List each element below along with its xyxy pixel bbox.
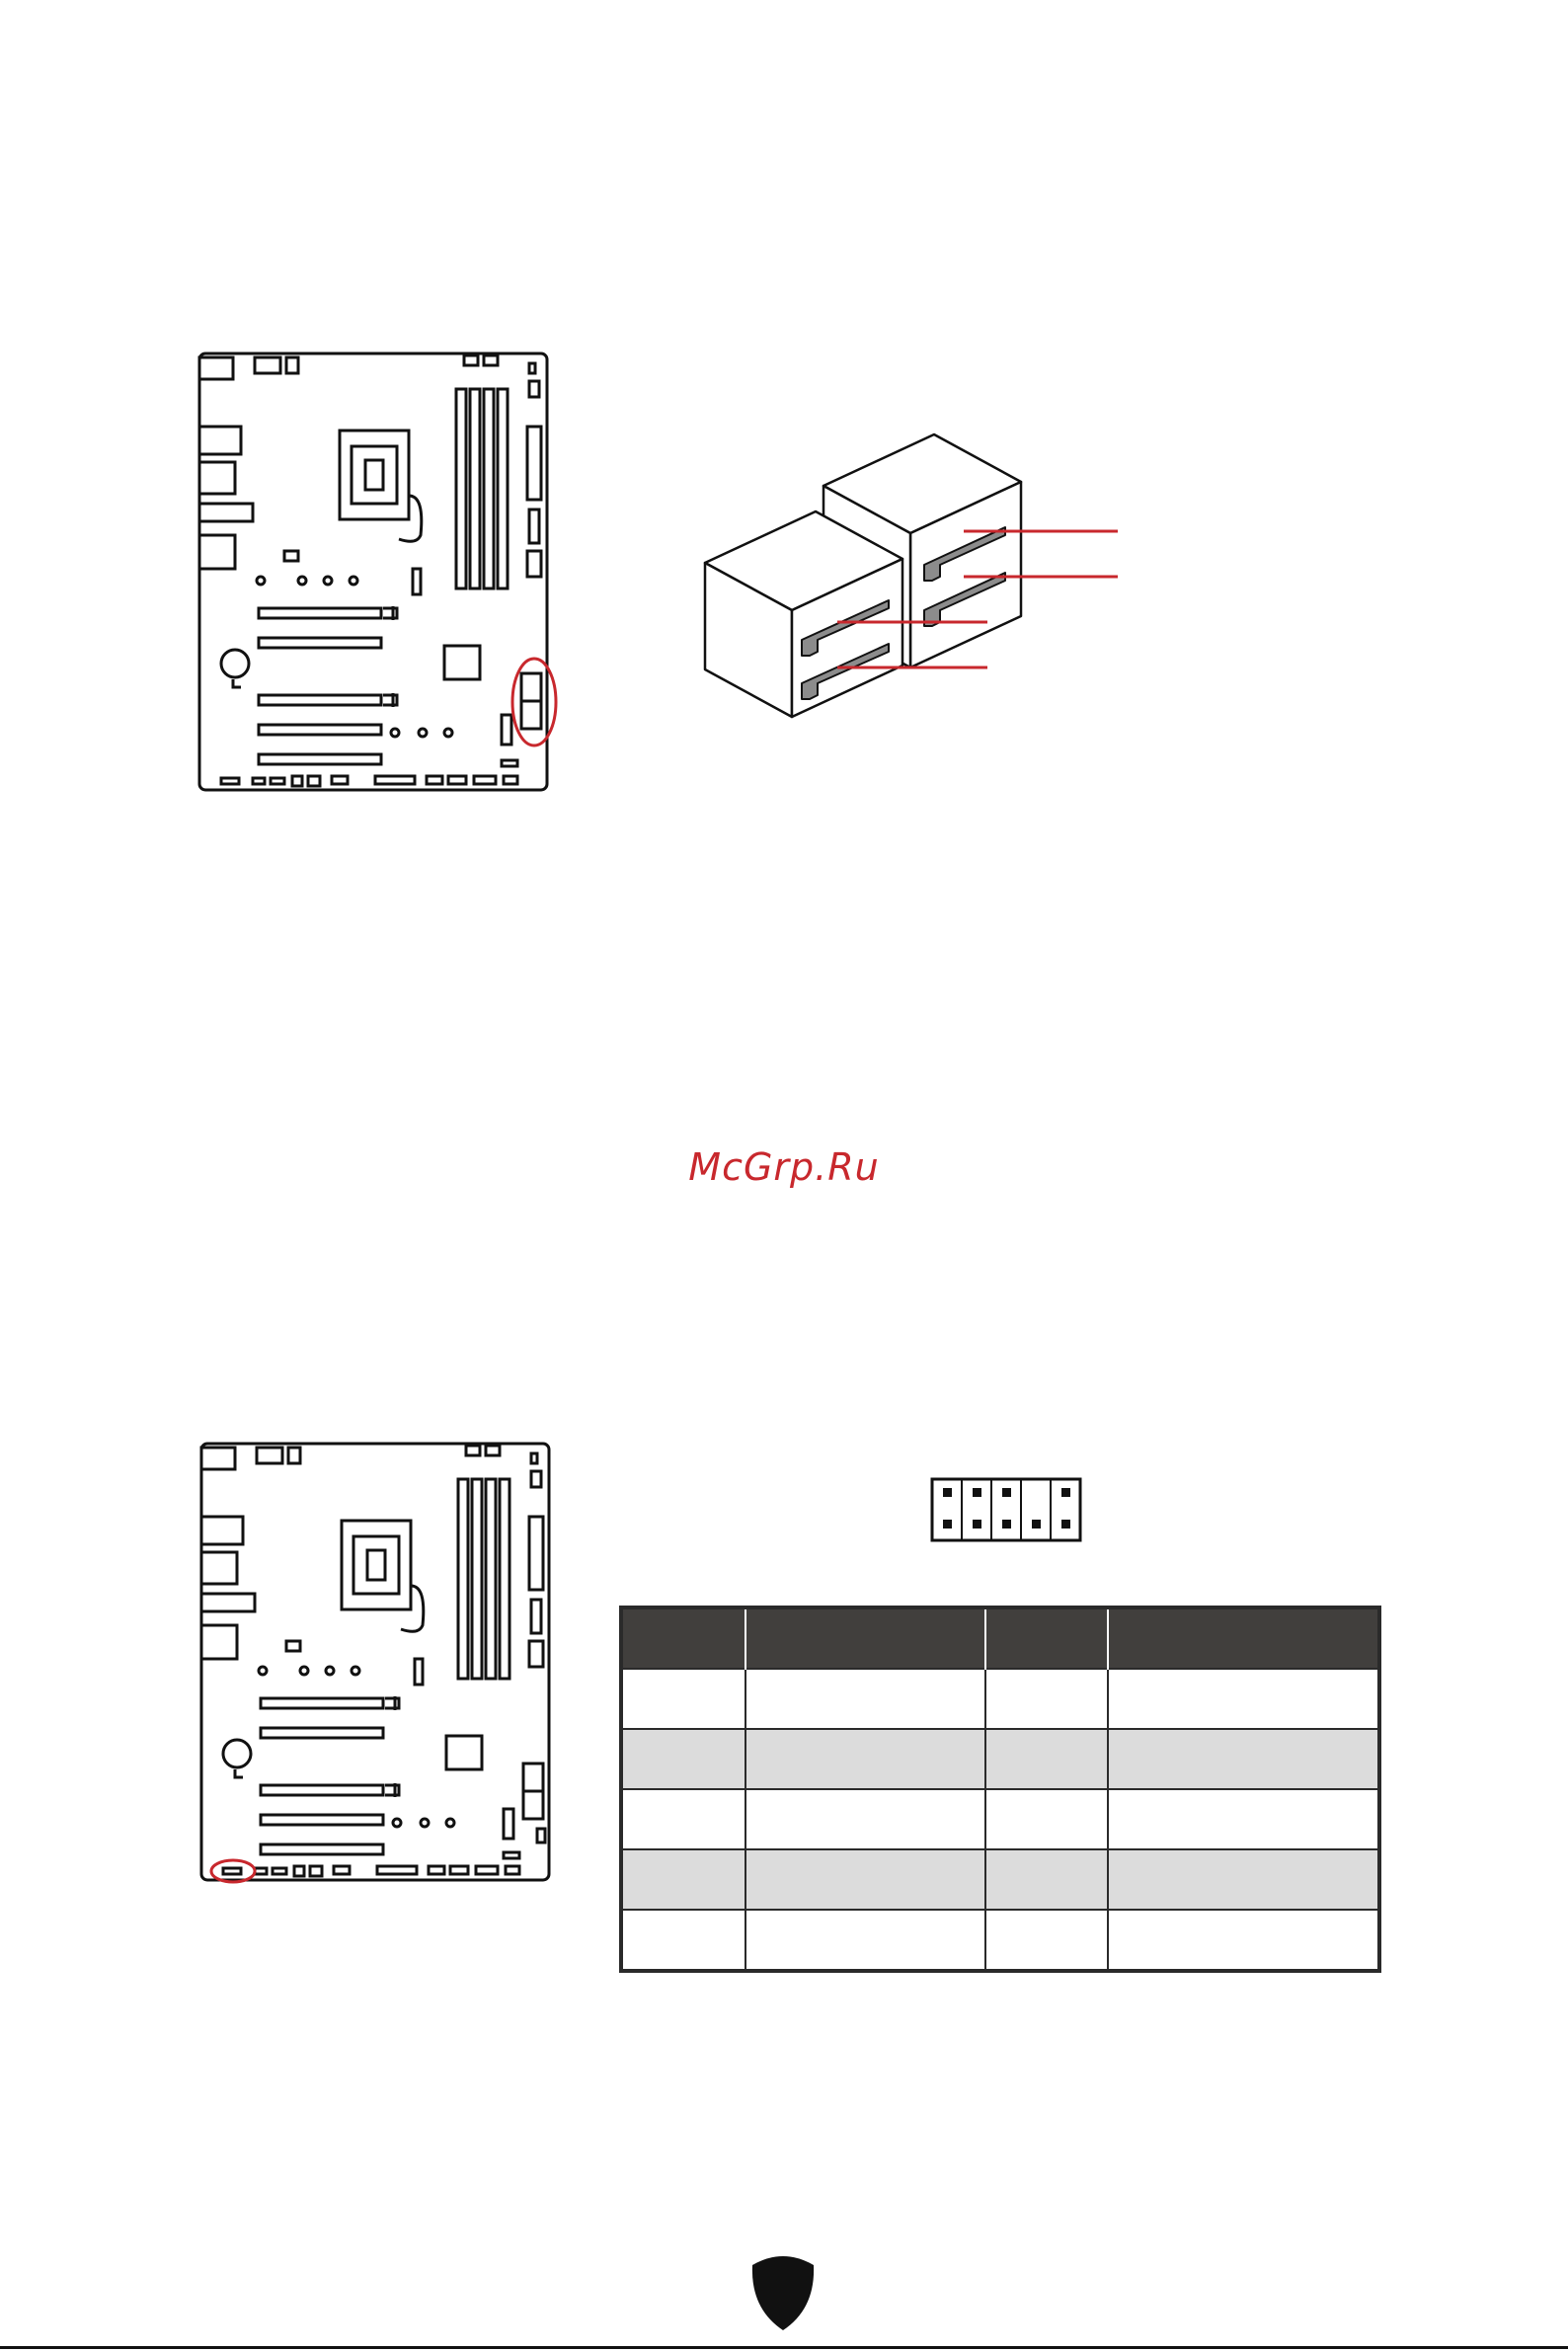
footer-rule xyxy=(0,2346,1568,2349)
table-cell xyxy=(621,1729,745,1789)
table-cell xyxy=(621,1669,745,1729)
table-cell xyxy=(985,1789,1108,1849)
table-cell xyxy=(1108,1849,1379,1910)
table-cell xyxy=(1108,1729,1379,1789)
table-cell xyxy=(985,1849,1108,1910)
pin-dot xyxy=(1002,1520,1011,1529)
msi-shield-icon xyxy=(748,2253,818,2332)
table-header-cell xyxy=(1108,1607,1379,1669)
table-cell xyxy=(985,1729,1108,1789)
pin-dot xyxy=(1002,1488,1011,1497)
table-cell xyxy=(745,1729,985,1789)
table-cell xyxy=(985,1669,1108,1729)
table-cell xyxy=(1108,1789,1379,1849)
watermark-text: McGrp.Ru xyxy=(688,1145,880,1189)
pin-dot xyxy=(1061,1488,1070,1497)
table-row xyxy=(621,1669,1379,1729)
pin-dot xyxy=(943,1488,952,1497)
table-cell xyxy=(745,1849,985,1910)
table-header-cell xyxy=(621,1607,745,1669)
table-row xyxy=(621,1910,1379,1971)
table-row xyxy=(621,1729,1379,1789)
pin-dot xyxy=(1061,1520,1070,1529)
table-cell xyxy=(1108,1669,1379,1729)
table-cell xyxy=(621,1910,745,1971)
table-cell xyxy=(1108,1910,1379,1971)
pin-dot xyxy=(973,1488,981,1497)
pin-dot xyxy=(973,1520,981,1529)
pin-dot xyxy=(943,1520,952,1529)
table-row xyxy=(621,1789,1379,1849)
table-cell xyxy=(745,1669,985,1729)
table-row xyxy=(621,1849,1379,1910)
table-cell xyxy=(621,1849,745,1910)
table-cell xyxy=(745,1789,985,1849)
motherboard-diagram-sata xyxy=(194,348,565,798)
motherboard-diagram-header xyxy=(196,1438,567,1888)
table-cell xyxy=(745,1910,985,1971)
table-cell xyxy=(985,1910,1108,1971)
sata-connector-drawing xyxy=(691,425,1136,731)
pin-header-icon xyxy=(930,1477,1082,1542)
pin-definition-table xyxy=(619,1606,1381,1973)
table-header-row xyxy=(621,1607,1379,1669)
table-cell xyxy=(621,1789,745,1849)
table-header-cell xyxy=(985,1607,1108,1669)
table-header-cell xyxy=(745,1607,985,1669)
pin-dot xyxy=(1032,1520,1041,1529)
